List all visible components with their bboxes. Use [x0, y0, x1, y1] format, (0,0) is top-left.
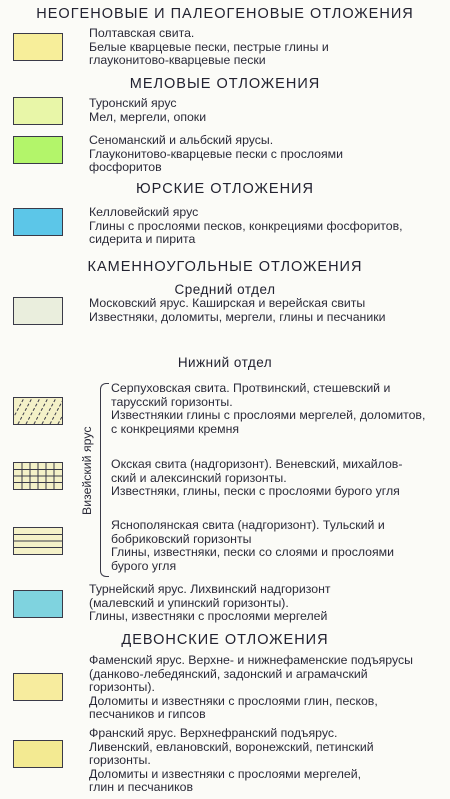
desc-line: Полтавская свита.	[89, 26, 195, 40]
desc-turonian	[89, 97, 444, 124]
desc-frasnian	[89, 727, 444, 795]
visean-vertical-label: Визейский ярус	[80, 426, 94, 515]
desc-tournaisian	[89, 583, 444, 624]
desc-line: Мел, мергели, опоки	[89, 109, 207, 124]
desc-line: Известняки, доломиты, мергели, глины и песчаники	[89, 309, 386, 324]
visean-bracket	[100, 383, 109, 577]
desc-line: Серпуховская свита. Протвинский, стешевский и	[111, 381, 391, 395]
diagonal-hatch-pattern	[14, 398, 62, 424]
desc-line: Келловейский ярус	[89, 205, 199, 219]
desc-moscovian	[89, 297, 444, 324]
desc-yasnaya	[111, 519, 446, 573]
desc-line: бобриковский горизонты	[111, 531, 252, 546]
desc-line: глин и песчаников	[89, 780, 194, 795]
heading-carboniferous: КАМЕННОУГОЛЬНЫЕ ОТЛОЖЕНИЯ	[87, 259, 363, 275]
desc-line: ский и алексинский горизонты.	[111, 470, 287, 485]
swatch-famennian	[13, 673, 63, 701]
desc-line: горизонты.	[89, 753, 151, 768]
desc-poltava	[89, 27, 444, 68]
swatch-oka-grid	[13, 462, 63, 490]
swatch-moscovian	[13, 297, 63, 325]
desc-line: Фаменский ярус. Верхне- и нижнефаменские подъярусы	[89, 653, 414, 667]
desc-serpukhov	[111, 382, 446, 436]
subheading-middle: Средний отдел	[174, 282, 276, 297]
desc-line: Доломиты и известняки с прослоями глин, песков,	[89, 693, 378, 708]
heading-neogene-paleogene: НЕОГЕНОВЫЕ И ПАЛЕОГЕНОВЫЕ ОТЛОЖЕНИЯ	[36, 6, 414, 22]
horizontal-lines-pattern	[14, 528, 62, 554]
desc-line: Глины, известняки с прослоями мергелей	[89, 609, 328, 624]
swatch-serpukhov-hatched	[13, 397, 63, 425]
desc-line: Глины с прослоями песков, конкрециями фосфоритов,	[89, 218, 403, 233]
desc-cenomanian	[89, 134, 444, 175]
swatch-frasnian	[13, 740, 63, 768]
desc-line: Ливенский, евлановский, воронежский, петинский	[89, 739, 374, 754]
swatch-yasnaya-lines	[13, 527, 63, 555]
desc-oka	[111, 458, 446, 499]
desc-famennian	[89, 654, 444, 722]
desc-line: Туронский ярус	[89, 96, 177, 110]
desc-line: Глины, известняки, пески со слоями и прослоями	[111, 545, 394, 560]
desc-line: Яснополянская свита (надгоризонт). Тульский и	[111, 518, 385, 532]
desc-line: Известняки, глины, пески с прослоями бурого угля	[111, 484, 400, 499]
desc-line: песчаников и гипсов	[89, 707, 206, 722]
desc-line: Белые кварцевые пески, пестрые глины и	[89, 39, 329, 54]
desc-line: Турнейский ярус. Лихвинский надгоризонт	[89, 582, 331, 596]
desc-callovian	[89, 206, 444, 247]
swatch-cenomanian	[13, 136, 63, 164]
desc-line: с конкрециями кремня	[111, 421, 240, 436]
swatch-neogene	[13, 33, 63, 61]
heading-cretaceous: МЕЛОВЫЕ ОТЛОЖЕНИЯ	[129, 76, 321, 92]
heading-jurassic: ЮРСКИЕ ОТЛОЖЕНИЯ	[136, 181, 314, 197]
desc-line: горизонты).	[89, 680, 155, 695]
desc-line: Доломиты и известняки с прослоями мергелей,	[89, 766, 361, 781]
swatch-tournaisian	[13, 590, 63, 618]
desc-line: Сеноманский и альбский ярусы.	[89, 133, 274, 147]
desc-line: Известнякии глины с прослоями мергелей, доломитов,	[111, 408, 426, 423]
grid-pattern	[14, 463, 62, 489]
desc-line: Московский ярус. Каширская и верейская свиты	[89, 296, 366, 310]
desc-line: (малевский и упинский горизонты).	[89, 595, 289, 610]
swatch-turonian	[13, 97, 63, 125]
desc-line: Глауконитово-кварцевые пески с прослоями	[89, 146, 343, 161]
desc-line: бурого угля	[111, 558, 177, 573]
desc-line: Франский ярус. Верхнефранский подъярус.	[89, 726, 338, 740]
desc-line: глауконитово-кварцевые пески	[89, 53, 266, 68]
desc-line: Окская свита (надгоризонт). Веневский, михайлов-	[111, 457, 403, 471]
desc-line: сидерита и пирита	[89, 232, 196, 247]
swatch-callovian	[13, 208, 63, 236]
desc-line: фосфоритов	[89, 160, 162, 175]
subheading-lower: Нижний отдел	[177, 355, 273, 370]
heading-devonian: ДЕВОНСКИЕ ОТЛОЖЕНИЯ	[121, 632, 329, 648]
desc-line: тарусский горизонты.	[111, 394, 233, 409]
desc-line: (данково-лебедянский, задонский и аграмачский	[89, 666, 368, 681]
